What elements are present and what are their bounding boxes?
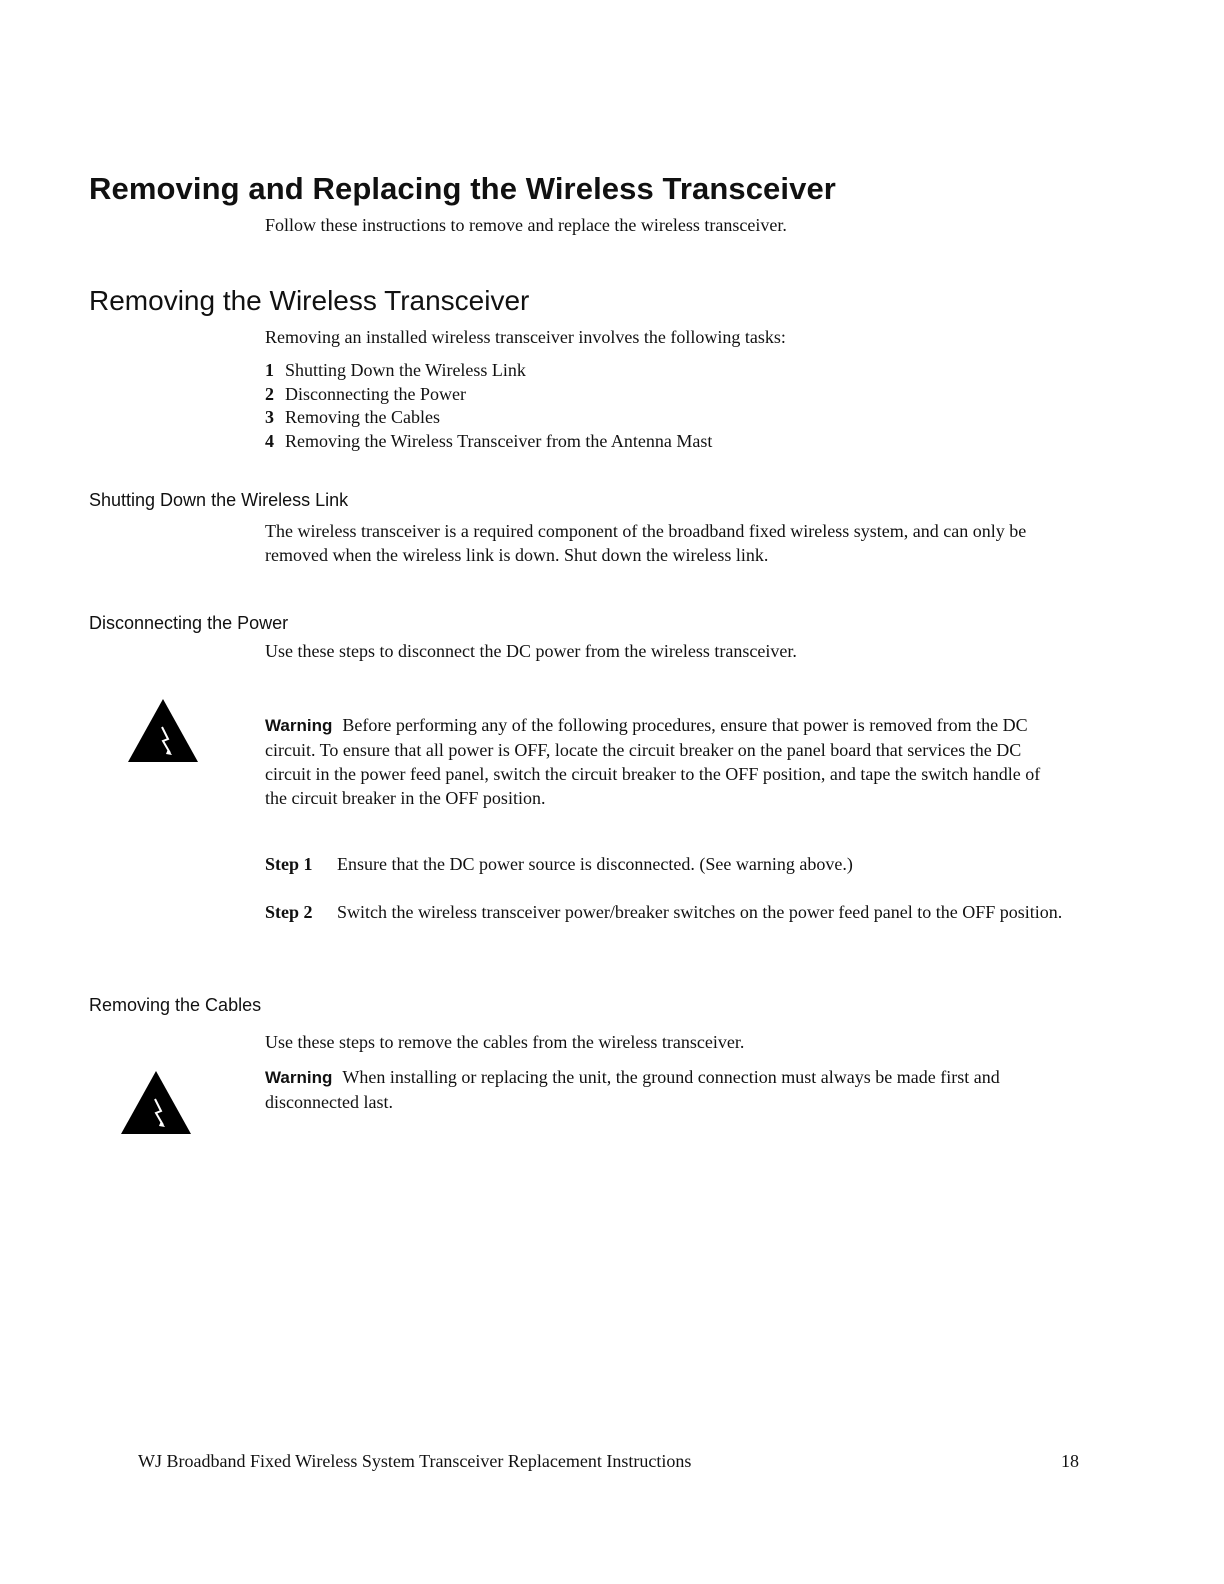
warning-icon — [119, 1069, 193, 1136]
task-text: Removing the Wireless Transceiver from the Antenna Mast — [285, 430, 713, 451]
footer-title: WJ Broadband Fixed Wireless System Transceiver Replacement Instructions — [138, 1451, 692, 1471]
step-label: Step 2 — [265, 902, 313, 922]
shutdown-paragraph — [265, 519, 1026, 567]
list-item — [265, 430, 712, 454]
task-list — [265, 359, 712, 453]
section-intro: Removing an installed wireless transceiver involves the following tasks: — [265, 327, 786, 347]
cables-heading: Removing the Cables — [89, 995, 262, 1015]
task-text: Shutting Down the Wireless Link — [285, 360, 526, 380]
list-item — [265, 383, 712, 407]
page-title: Removing and Replacing the Wireless Transceiver — [89, 171, 836, 206]
task-number: 4 — [265, 430, 274, 451]
task-number: 2 — [265, 383, 274, 404]
task-text: Removing the Cables — [285, 407, 440, 427]
list-item — [265, 406, 712, 430]
step-label: Step 1 — [265, 854, 313, 874]
cables-intro: Use these steps to remove the cables from the wireless transceiver. — [265, 1032, 745, 1052]
task-number: 1 — [265, 360, 274, 380]
shutdown-heading: Shutting Down the Wireless Link — [89, 490, 349, 510]
step-text: Ensure that the DC power source is disconnected. (See warning above.) — [337, 854, 853, 874]
section-heading: Removing the Wireless Transceiver — [89, 285, 530, 316]
page-intro: Follow these instructions to remove and replace the wireless transceiver. — [265, 215, 787, 235]
task-text: Disconnecting the Power — [285, 383, 466, 404]
step-text: Switch the wireless transceiver power/breaker switches on the power feed panel to the OFF position. — [337, 902, 1063, 922]
shutdown-line-2: removed when the wireless link is down. Shut down the wireless link. — [265, 545, 769, 565]
warning-text: When installing or replacing the unit, the ground connection must always be made first and disconnected last. — [265, 1067, 1000, 1112]
power-heading: Disconnecting the Power — [89, 613, 289, 633]
warning-label: Warning — [265, 1068, 333, 1087]
power-intro: Use these steps to disconnect the DC power from the wireless transceiver. — [265, 641, 797, 661]
power-warning — [265, 713, 1055, 810]
warning-text: Before performing any of the following procedures, ensure that power is removed from the DC circuit. To ensure that all power is OFF, locate the circuit breaker on the panel board that services the DC circuit in the power feed panel, switch the circuit breaker to the OFF position, and tape the switch handle of the circuit breaker in the OFF position. — [265, 715, 1041, 808]
list-item — [265, 359, 712, 383]
shutdown-line-1: The wireless transceiver is a required component of the broadband fixed wireless system, and can only be — [265, 521, 1027, 541]
page-number: 18 — [1061, 1451, 1079, 1471]
task-number: 3 — [265, 407, 274, 427]
warning-icon — [126, 697, 200, 764]
warning-label: Warning — [265, 716, 333, 735]
cables-warning — [265, 1065, 1055, 1114]
